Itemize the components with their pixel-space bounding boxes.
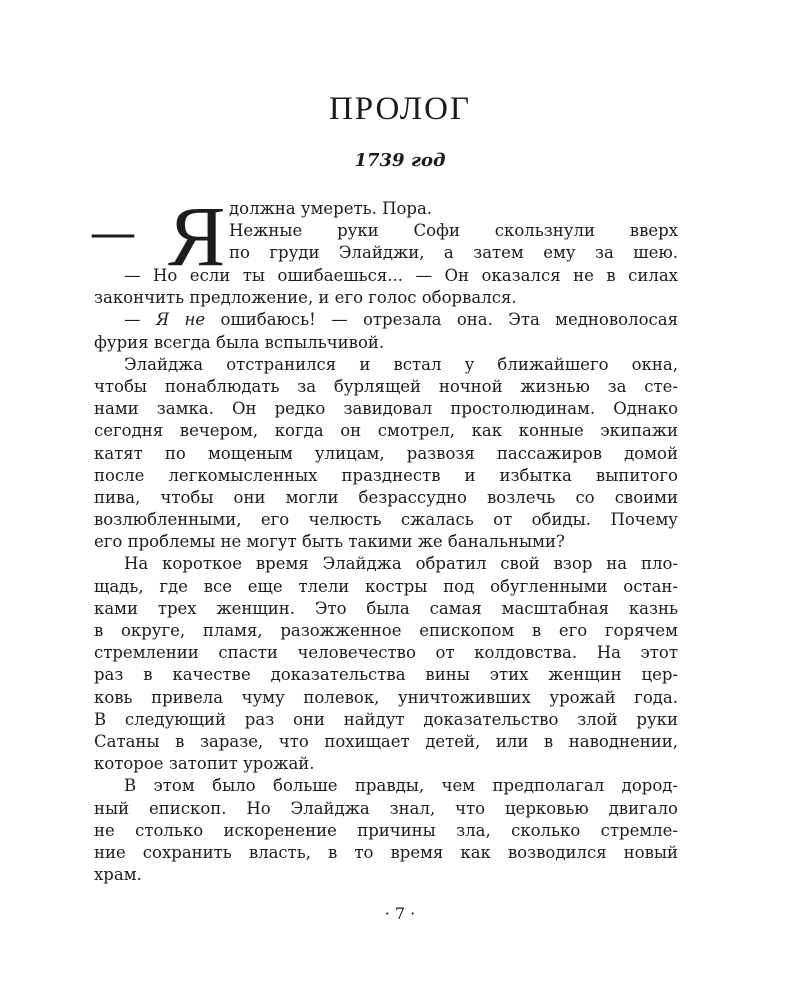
text-line: ние сохранить власть, в то время как возводился новый <box>94 842 678 862</box>
text-line: ковь привела чуму полевок, уничтоживших урожай года. <box>94 687 678 707</box>
text-line: катят по мощеным улицам, развозя пассажиров домой <box>94 443 678 463</box>
page-number: · 7 · <box>384 904 416 923</box>
dialogue-rest: ошибаюсь! — отрезала она. Эта медноволосая <box>205 310 678 330</box>
opening-dash: — <box>92 210 134 256</box>
text-line: На короткое время Элайджа обратил свой взор на пло- <box>124 554 678 574</box>
text-line: Сатаны в заразе, что похищает детей, или в наводнении, <box>94 731 678 751</box>
text-line: ный епископ. Но Элайджа знал, что церковью двигало <box>94 798 678 818</box>
text-line: после легкомысленных празднеств и избытка выпитого <box>94 465 678 485</box>
text-line: по груди Элайджи, а затем ему за шею. <box>229 243 678 263</box>
dialogue-line <box>94 309 678 331</box>
text-line: которое затопит урожай. <box>94 754 315 774</box>
opening-lines <box>229 198 678 265</box>
chapter-title: ПРОЛОГ <box>328 91 472 127</box>
text-line: чтобы понаблюдать за бурлящей ночной жизнью за сте- <box>94 376 678 396</box>
text-line: раз в качестве доказательства вины этих женщин цер- <box>94 665 678 685</box>
chapter-year: 1739 год <box>354 150 446 171</box>
text-line: щадь, где все еще тлели костры под обугленными остан- <box>94 576 678 596</box>
text-line: закончить предложение, и его голос оборвался. <box>94 288 517 308</box>
text-line: — Но если ты ошибаешься... — Он оказался не в силах <box>124 266 678 285</box>
text-line: храм. <box>94 865 142 885</box>
text-line: сегодня вечером, когда он смотрел, как конные экипажи <box>94 421 678 441</box>
text-line: его проблемы не могут быть такими же банальными? <box>94 532 565 552</box>
text-line: возлюбленными, его челюсть сжалась от обиды. Почему <box>94 510 678 530</box>
text-line: В этом было больше правды, чем предполагал дород- <box>124 776 678 796</box>
text-line: стремлении спасти человечество от колдовства. На этот <box>94 643 678 663</box>
text-line: Нежные руки Софи скользнули вверх <box>229 221 678 241</box>
dialogue-prefix: — <box>124 310 156 330</box>
body-text <box>94 265 678 886</box>
text-line: не столько искоренение причины зла, сколько стремле- <box>94 820 678 840</box>
text-line: В следующий раз они найдут доказательство злой руки <box>94 709 678 729</box>
text-line: должна умереть. Пора. <box>229 199 433 218</box>
text-line: ками трех женщин. Это была самая масштабная казнь <box>94 598 678 618</box>
text-line: в округе, пламя, разожженное епископом в его горячем <box>94 621 678 640</box>
dialogue-emphasis: Я не <box>155 310 206 330</box>
text-line: Элайджа отстранился и встал у ближайшего окна, <box>124 354 678 374</box>
text-line: пива, чтобы они могли безрассудно возлечь со своими <box>94 487 678 507</box>
text-line: нами замка. Он редко завидовал простолюдинам. Однако <box>94 399 678 419</box>
text-line: фурия всегда была вспыльчивой. <box>94 332 385 352</box>
drop-cap: Я <box>168 188 226 284</box>
